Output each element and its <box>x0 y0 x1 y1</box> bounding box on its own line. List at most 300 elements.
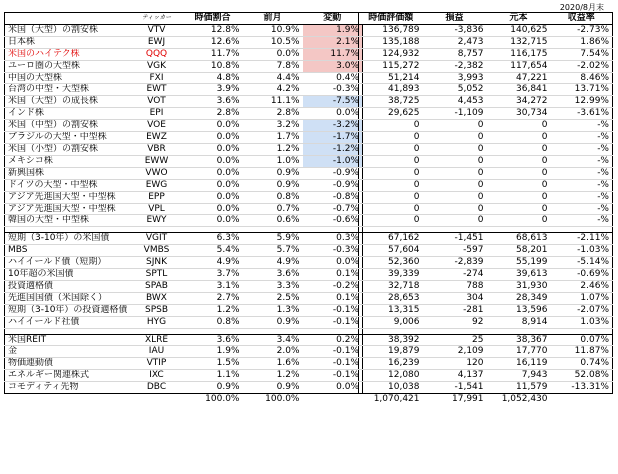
change: -0.1% <box>303 304 363 316</box>
table-row <box>359 24 613 36</box>
fund-name: 金 <box>5 346 131 358</box>
principal: 58,201 <box>487 245 551 257</box>
return-rate: 11.87% <box>551 346 613 358</box>
principal: 8,914 <box>487 316 551 328</box>
fund-name: メキシコ株 <box>5 155 131 167</box>
table-row <box>359 370 613 382</box>
ratio: 4.9% <box>183 257 243 269</box>
total-principal: 1,052,430 <box>501 394 548 405</box>
change: -0.3% <box>303 245 363 257</box>
prev-ratio: 4.9% <box>243 257 303 269</box>
ratio: 0.0% <box>183 132 243 144</box>
market-value: 0 <box>359 120 423 132</box>
ticker: IXC <box>131 370 183 382</box>
return-rate: 2.46% <box>551 280 613 292</box>
return-rate: -% <box>551 191 613 203</box>
ratio: 3.9% <box>183 84 243 96</box>
return-rate: 1.03% <box>551 316 613 328</box>
ticker: BWX <box>131 292 183 304</box>
ticker: VPL <box>131 203 183 215</box>
market-value: 57,604 <box>359 245 423 257</box>
principal: 11,579 <box>487 382 551 394</box>
header-ratio: 時価割合 <box>183 13 243 25</box>
ratio: 0.9% <box>183 382 243 394</box>
market-value: 41,893 <box>359 84 423 96</box>
return-rate: 13.71% <box>551 84 613 96</box>
market-value: 52,360 <box>359 257 423 269</box>
principal: 47,221 <box>487 72 551 84</box>
ratio: 6.3% <box>183 233 243 245</box>
prev-ratio: 1.3% <box>243 304 303 316</box>
fund-name: 短期（3-10年）の米国債 <box>5 233 131 245</box>
ticker: IAU <box>131 346 183 358</box>
ratio: 3.7% <box>183 269 243 281</box>
profit-loss: 0 <box>423 215 487 227</box>
prev-ratio: 4.4% <box>243 72 303 84</box>
principal: 0 <box>487 120 551 132</box>
table-row <box>5 72 363 84</box>
valuation-table <box>358 12 613 405</box>
fund-name: ハイイールド債（短期） <box>5 257 131 269</box>
profit-loss: -597 <box>423 245 487 257</box>
fund-name: 米国（大型）の割安株 <box>5 24 131 36</box>
principal: 0 <box>487 143 551 155</box>
market-value: 67,162 <box>359 233 423 245</box>
table-row <box>5 179 363 191</box>
principal: 0 <box>487 179 551 191</box>
table-row <box>5 60 363 72</box>
ticker: VOE <box>131 120 183 132</box>
principal: 0 <box>487 191 551 203</box>
table-row <box>5 304 363 316</box>
table-row <box>359 179 613 191</box>
market-value: 136,789 <box>359 24 423 36</box>
principal: 39,613 <box>487 269 551 281</box>
principal: 132,715 <box>487 36 551 48</box>
prev-ratio: 1.6% <box>243 358 303 370</box>
table-row <box>359 292 613 304</box>
table-row <box>5 155 363 167</box>
return-rate: 1.07% <box>551 292 613 304</box>
return-rate: -1.03% <box>551 245 613 257</box>
change: 0.0% <box>303 108 363 120</box>
profit-loss: -1,541 <box>423 382 487 394</box>
header-prev: 前月 <box>243 13 303 25</box>
total-ticker-spacer <box>131 394 183 405</box>
market-value: 115,272 <box>359 60 423 72</box>
ratio: 3.1% <box>183 280 243 292</box>
table-row <box>5 167 363 179</box>
fund-name: 米国REIT <box>5 334 131 346</box>
profit-loss: 0 <box>423 143 487 155</box>
table-row <box>359 155 613 167</box>
profit-loss: -2,839 <box>423 257 487 269</box>
return-rate: 0.74% <box>551 358 613 370</box>
profit-loss: 4,137 <box>423 370 487 382</box>
profit-loss: -281 <box>423 304 487 316</box>
fund-name: 米国のハイテク株 <box>5 48 131 60</box>
ratio: 3.6% <box>183 334 243 346</box>
prev-ratio: 0.9% <box>243 179 303 191</box>
prev-ratio: 7.8% <box>243 60 303 72</box>
table-row <box>5 269 363 281</box>
ratio: 3.6% <box>183 96 243 108</box>
ratio: 0.0% <box>183 215 243 227</box>
change: -1.7% <box>303 132 363 144</box>
change: -0.7% <box>303 203 363 215</box>
market-value: 38,392 <box>359 334 423 346</box>
prev-ratio: 1.2% <box>243 370 303 382</box>
principal: 7,943 <box>487 370 551 382</box>
table-row <box>359 203 613 215</box>
table-row <box>359 48 613 60</box>
market-value: 28,653 <box>359 292 423 304</box>
table-row <box>5 280 363 292</box>
profit-loss: 4,453 <box>423 96 487 108</box>
ticker: EWJ <box>131 36 183 48</box>
table-row <box>5 346 363 358</box>
change: -0.9% <box>303 167 363 179</box>
market-value: 0 <box>359 155 423 167</box>
change: -3.2% <box>303 120 363 132</box>
fund-name: ハイイールド社債 <box>5 316 131 328</box>
header-pl: 損益 <box>423 13 487 25</box>
market-value: 12,080 <box>359 370 423 382</box>
profit-loss: 5,052 <box>423 84 487 96</box>
return-rate: 7.54% <box>551 48 613 60</box>
total-return-spacer <box>551 394 613 405</box>
prev-ratio: 10.5% <box>243 36 303 48</box>
table-row <box>5 203 363 215</box>
market-value: 13,315 <box>359 304 423 316</box>
change: 1.9% <box>303 24 363 36</box>
ticker: EWZ <box>131 132 183 144</box>
ticker: QQQ <box>131 48 183 60</box>
table-row <box>5 191 363 203</box>
ratio: 10.8% <box>183 60 243 72</box>
ratio: 0.0% <box>183 179 243 191</box>
market-value: 19,879 <box>359 346 423 358</box>
market-value: 38,725 <box>359 96 423 108</box>
ratio: 1.5% <box>183 358 243 370</box>
fund-name: インド株 <box>5 108 131 120</box>
ratio: 0.8% <box>183 316 243 328</box>
fund-name: 短期（3-10年）の投資適格債 <box>5 304 131 316</box>
change: -0.1% <box>303 346 363 358</box>
prev-ratio: 5.7% <box>243 245 303 257</box>
ratio: 0.0% <box>183 143 243 155</box>
return-rate: -% <box>551 203 613 215</box>
profit-loss: 0 <box>423 191 487 203</box>
table-row <box>359 269 613 281</box>
change: 0.4% <box>303 72 363 84</box>
ticker: SPAB <box>131 280 183 292</box>
principal: 140,625 <box>487 24 551 36</box>
table-row <box>359 120 613 132</box>
total-label-spacer <box>5 394 131 405</box>
ticker: EPI <box>131 108 183 120</box>
profit-loss: 92 <box>423 316 487 328</box>
principal: 16,119 <box>487 358 551 370</box>
ticker: EWT <box>131 84 183 96</box>
table-row <box>5 24 363 36</box>
table-row <box>5 334 363 346</box>
profit-loss: 2,473 <box>423 36 487 48</box>
market-value: 0 <box>359 167 423 179</box>
prev-ratio: 3.2% <box>243 120 303 132</box>
profit-loss: 0 <box>423 120 487 132</box>
principal: 116,175 <box>487 48 551 60</box>
change: -0.9% <box>303 179 363 191</box>
ticker: EWY <box>131 215 183 227</box>
totals-row <box>359 394 613 405</box>
table-row <box>5 257 363 269</box>
fund-name: 米国（中型）の割安株 <box>5 120 131 132</box>
change: 11.7% <box>303 48 363 60</box>
header-row <box>5 13 363 25</box>
return-rate: -% <box>551 167 613 179</box>
market-value: 51,214 <box>359 72 423 84</box>
fund-name: 日本株 <box>5 36 131 48</box>
profit-loss: 0 <box>423 132 487 144</box>
fund-name: MBS <box>5 245 131 257</box>
ticker: FXI <box>131 72 183 84</box>
market-value: 0 <box>359 215 423 227</box>
principal: 13,596 <box>487 304 551 316</box>
fund-name: 韓国の大型・中型株 <box>5 215 131 227</box>
profit-loss: 0 <box>423 167 487 179</box>
return-rate: -% <box>551 132 613 144</box>
prev-ratio: 3.3% <box>243 280 303 292</box>
table-row <box>359 257 613 269</box>
profit-loss: 3,993 <box>423 72 487 84</box>
change: -0.1% <box>303 316 363 328</box>
market-value: 29,625 <box>359 108 423 120</box>
table-row <box>359 304 613 316</box>
change: -0.2% <box>303 280 363 292</box>
change: -7.5% <box>303 96 363 108</box>
fund-name: 先進国国債（米国除く） <box>5 292 131 304</box>
return-rate: -3.61% <box>551 108 613 120</box>
profit-loss: 0 <box>423 155 487 167</box>
fund-name: 米国（大型）の成長株 <box>5 96 131 108</box>
ratio: 1.2% <box>183 304 243 316</box>
profit-loss: 0 <box>423 179 487 191</box>
prev-ratio: 0.8% <box>243 191 303 203</box>
table-row <box>5 292 363 304</box>
change: 2.1% <box>303 36 363 48</box>
ticker: VTV <box>131 24 183 36</box>
header-name <box>5 13 131 25</box>
prev-ratio: 1.7% <box>243 132 303 144</box>
ratio: 0.0% <box>183 167 243 179</box>
ratio: 4.8% <box>183 72 243 84</box>
header-principal: 元本 <box>487 13 551 25</box>
ratio: 0.0% <box>183 191 243 203</box>
return-rate: -5.14% <box>551 257 613 269</box>
market-value: 0 <box>359 191 423 203</box>
fund-name: ドイツの大型・中型株 <box>5 179 131 191</box>
prev-ratio: 1.2% <box>243 143 303 155</box>
prev-ratio: 1.0% <box>243 155 303 167</box>
market-value: 9,006 <box>359 316 423 328</box>
principal: 36,841 <box>487 84 551 96</box>
ticker: XLRE <box>131 334 183 346</box>
market-value: 124,932 <box>359 48 423 60</box>
table-row <box>5 120 363 132</box>
prev-ratio: 5.9% <box>243 233 303 245</box>
change: -0.1% <box>303 370 363 382</box>
prev-ratio: 10.9% <box>243 24 303 36</box>
profit-loss: -3,836 <box>423 24 487 36</box>
principal: 28,349 <box>487 292 551 304</box>
table-row <box>5 382 363 394</box>
principal: 0 <box>487 203 551 215</box>
prev-ratio: 0.7% <box>243 203 303 215</box>
profit-loss: 2,109 <box>423 346 487 358</box>
ticker: VMBS <box>131 245 183 257</box>
table-row <box>5 316 363 328</box>
table-row <box>359 346 613 358</box>
prev-ratio: 2.0% <box>243 346 303 358</box>
principal: 68,613 <box>487 233 551 245</box>
principal: 55,199 <box>487 257 551 269</box>
ticker: VOT <box>131 96 183 108</box>
table-row <box>359 280 613 292</box>
change: 0.2% <box>303 334 363 346</box>
market-value: 0 <box>359 143 423 155</box>
principal: 34,272 <box>487 96 551 108</box>
profit-loss: 304 <box>423 292 487 304</box>
return-rate: 1.86% <box>551 36 613 48</box>
principal: 0 <box>487 167 551 179</box>
fund-name: 投資適格債 <box>5 280 131 292</box>
fund-name: 米国（小型）の割安株 <box>5 143 131 155</box>
table-row <box>5 132 363 144</box>
prev-ratio: 0.9% <box>243 167 303 179</box>
ratio: 11.7% <box>183 48 243 60</box>
table-row <box>359 167 613 179</box>
profit-loss: 25 <box>423 334 487 346</box>
header-market-value: 時価評価額 <box>359 13 423 25</box>
fund-name: エネルギー関連株式 <box>5 370 131 382</box>
fund-name: コモディティ先物 <box>5 382 131 394</box>
table-row <box>359 215 613 227</box>
table-row <box>5 233 363 245</box>
principal: 117,654 <box>487 60 551 72</box>
change: -0.1% <box>303 358 363 370</box>
table-row <box>359 132 613 144</box>
prev-ratio: 2.8% <box>243 108 303 120</box>
principal: 31,930 <box>487 280 551 292</box>
return-rate: 12.99% <box>551 96 613 108</box>
ticker: SPSB <box>131 304 183 316</box>
table-row <box>359 84 613 96</box>
ratio: 12.6% <box>183 36 243 48</box>
fund-name: ユーロ圏の大型株 <box>5 60 131 72</box>
total-pl: 17,991 <box>452 394 484 405</box>
return-rate: -2.11% <box>551 233 613 245</box>
profit-loss: 0 <box>423 203 487 215</box>
table-row <box>359 245 613 257</box>
market-value: 10,038 <box>359 382 423 394</box>
header-return: 収益率 <box>551 13 613 25</box>
change: 0.1% <box>303 269 363 281</box>
change: 0.1% <box>303 292 363 304</box>
fund-name: ブラジルの大型・中型株 <box>5 132 131 144</box>
table-row <box>359 358 613 370</box>
return-rate: -2.07% <box>551 304 613 316</box>
table-row <box>359 143 613 155</box>
ratio: 0.0% <box>183 155 243 167</box>
change: -1.2% <box>303 143 363 155</box>
ratio: 1.1% <box>183 370 243 382</box>
report-date: 2020/8月末 <box>559 3 604 12</box>
principal: 30,734 <box>487 108 551 120</box>
table-row <box>5 84 363 96</box>
return-rate: -0.69% <box>551 269 613 281</box>
return-rate: -% <box>551 120 613 132</box>
total-prev: 100.0% <box>265 394 300 405</box>
table-row <box>359 72 613 84</box>
total-change-spacer <box>303 394 363 405</box>
table-row <box>359 191 613 203</box>
prev-ratio: 0.6% <box>243 215 303 227</box>
change: -1.0% <box>303 155 363 167</box>
table-row <box>5 143 363 155</box>
change: 3.0% <box>303 60 363 72</box>
table-row <box>5 370 363 382</box>
return-rate: -2.73% <box>551 24 613 36</box>
header-change: 変動 <box>303 13 363 25</box>
ratio: 1.9% <box>183 346 243 358</box>
prev-ratio: 4.2% <box>243 84 303 96</box>
market-value: 0 <box>359 179 423 191</box>
profit-loss: -274 <box>423 269 487 281</box>
table-row <box>5 108 363 120</box>
return-rate: -13.31% <box>551 382 613 394</box>
market-value: 135,188 <box>359 36 423 48</box>
table-row <box>359 316 613 328</box>
profit-loss: -2,382 <box>423 60 487 72</box>
table-row <box>359 108 613 120</box>
profit-loss: 788 <box>423 280 487 292</box>
fund-name: 中国の大型株 <box>5 72 131 84</box>
principal: 0 <box>487 215 551 227</box>
fund-name: 台湾の中型・大型株 <box>5 84 131 96</box>
table-row <box>5 215 363 227</box>
return-rate: -% <box>551 215 613 227</box>
fund-name: アジア先進国大型・中型株 <box>5 191 131 203</box>
table-row <box>5 48 363 60</box>
table-row <box>5 245 363 257</box>
principal: 0 <box>487 155 551 167</box>
header-row <box>359 13 613 25</box>
return-rate: -% <box>551 179 613 191</box>
ticker: VWO <box>131 167 183 179</box>
change: 0.0% <box>303 257 363 269</box>
change: -0.8% <box>303 191 363 203</box>
table-row <box>359 334 613 346</box>
allocation-table <box>4 12 363 405</box>
return-rate: -% <box>551 143 613 155</box>
prev-ratio: 0.9% <box>243 316 303 328</box>
ticker: VGIT <box>131 233 183 245</box>
ticker: DBC <box>131 382 183 394</box>
fund-name: 10年超の米国債 <box>5 269 131 281</box>
market-value: 0 <box>359 203 423 215</box>
ratio: 0.0% <box>183 120 243 132</box>
